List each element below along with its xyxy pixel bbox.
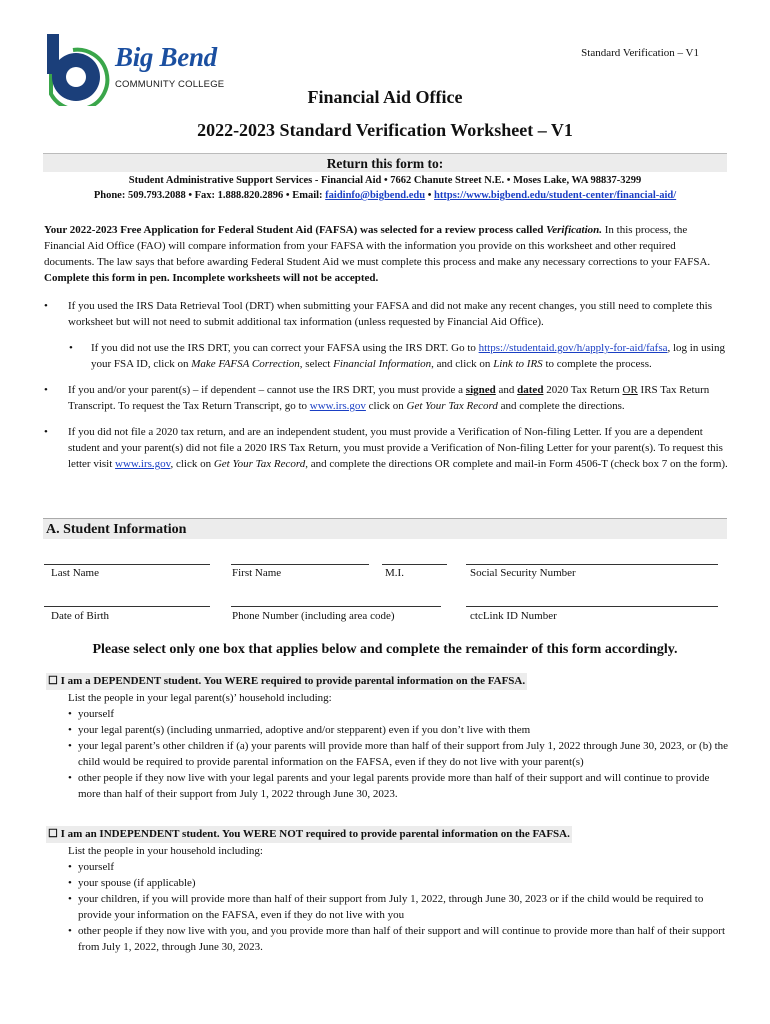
bullet-icon: • (68, 740, 72, 752)
list-item (46, 706, 730, 722)
item-text: , click on (170, 458, 214, 470)
item-text: IRS Tax Return Transcript. To request the Tax Return Transcript, go to (68, 384, 710, 412)
website-link[interactable]: https://www.bigbend.edu/student-center/financial-aid/ (434, 190, 677, 201)
item-text: click on (365, 400, 407, 412)
item-text: If you did not use the IRS DRT, you can correct your FAFSA using the IRS DRT. Go to (91, 342, 479, 354)
item-text: your legal parent(s) (including unmarried, adoptive and/or stepparent) even if you don’t live with them (78, 724, 531, 736)
last-name-field[interactable] (44, 564, 210, 565)
checkbox-icon[interactable]: ☐ (48, 675, 58, 687)
intro-emphasis: Verification. (546, 224, 603, 236)
ssn-field[interactable] (466, 564, 718, 565)
bullet-icon: • (68, 708, 72, 720)
item-em: Make FAFSA Correction (191, 358, 300, 370)
item-text: your legal parent’s other children if (a) your parents will provide more than half of their support from July 1, 2022 through June 30, 2023, or (b) the child would be required to provide parental information on the FAFSA, even if they do not live with your parent(s) (78, 740, 729, 768)
section-a-title: A. Student Information (43, 518, 727, 539)
logo-subtitle: COMMUNITY COLLEGE (115, 79, 225, 90)
bullet-icon: • (44, 426, 48, 438)
list-item (46, 770, 730, 802)
list-item (46, 722, 730, 738)
irs-link[interactable]: www.irs.gov (115, 458, 171, 470)
item-text: yourself (78, 708, 115, 720)
bullet-icon: • (68, 724, 72, 736)
item-strong: signed (465, 384, 496, 396)
worksheet-title: 2022-2023 Standard Verification Worksheet – V1 (197, 120, 573, 140)
item-text: If you and/or your parent(s) – if dependent – cannot use the IRS DRT, you must provide a (68, 384, 466, 396)
list-item (44, 424, 728, 472)
intro-lead: Your 2022-2023 Free Application for Federal Student Aid (FAFSA) was selected for a review process called (44, 224, 547, 236)
item-or: OR (622, 384, 638, 396)
list-item (46, 923, 730, 955)
first-name-field[interactable] (231, 564, 369, 565)
item-em: Get Your Tax Record (213, 458, 306, 470)
first-name-label: First Name (232, 567, 282, 579)
address-line: Student Administrative Support Services - Financial Aid • 7662 Chanute Street N.E. • Moses Lake, WA 98837-3299 (128, 175, 642, 186)
mi-field[interactable] (382, 564, 447, 565)
version-label: Standard Verification – V1 (581, 47, 699, 59)
phone-field[interactable] (231, 606, 441, 607)
list-item (46, 891, 730, 923)
item-text: other people if they now live with your legal parents and your legal parents provide more than half of their support and will continue to provide more than half of their support from July 1, 2022 through June 30, 2023. (78, 772, 710, 800)
item-text: and complete the directions. (497, 400, 625, 412)
irs-link[interactable]: www.irs.gov (309, 400, 366, 412)
item-text: , and complete the directions OR complete and mail-in Form 4506-T (check box 7 on the form). (305, 458, 728, 470)
phone-label: Phone Number (including area code) (232, 610, 395, 622)
dependent-option (46, 673, 730, 802)
logo-name: Big Bend (115, 42, 217, 72)
checkbox-icon[interactable]: ☐ (48, 828, 58, 840)
item-em: Get Your Tax Record (406, 400, 498, 412)
item-text: If you did not file a 2020 tax return, and are an independent student, you must provide a Verification of Non-filing Letter. If you are a dependent student and your parent(s) did not file a 2020 IRS Tax Return, you must provide a Verification of Non-filing Letter for your parent(s). To request this letter visit (68, 426, 723, 470)
list-item (44, 382, 728, 414)
list-item (46, 859, 730, 875)
independent-heading[interactable] (46, 826, 572, 843)
bullet-icon: • (44, 300, 48, 312)
contact-prefix: Phone: 509.793.2088 • Fax: 1.888.820.2896 • Email: (93, 190, 326, 201)
contact-line (0, 188, 770, 203)
intro-paragraph (44, 222, 728, 286)
item-text: to complete the process. (542, 358, 652, 370)
list-item (44, 298, 728, 330)
item-strong: dated (517, 384, 544, 396)
item-text: and (495, 384, 518, 396)
bullet-icon: • (68, 772, 72, 784)
bullet-icon: • (69, 342, 73, 354)
bullet-icon: • (68, 925, 72, 937)
independent-heading-text: I am an INDEPENDENT student. You WERE NOT required to provide parental information on the FAFSA. (60, 828, 570, 840)
item-text: other people if they now live with you, and you provide more than half of their support and will continue to provide more than half of their support from July 1, 2022, through June 30, 2023. (78, 925, 726, 953)
list-item (44, 340, 728, 372)
bullet-icon: • (68, 893, 72, 905)
item-text: , select (299, 358, 334, 370)
item-em: Link to IRS (493, 358, 543, 370)
return-heading: Return this form to: (43, 153, 727, 172)
ctclink-label: ctcLink ID Number (470, 610, 557, 622)
list-item (46, 875, 730, 891)
ctclink-field[interactable] (466, 606, 718, 607)
item-text: your children, if you will provide more than half of their support from July 1, 2022, through June 30, 2023 or if the child would be required to provide your information on the FAFSA, even if they do not live with you (78, 893, 704, 921)
item-text: 2020 Tax Return (543, 384, 623, 396)
dependent-list-intro: List the people in your legal parent(s)’ household including: (68, 692, 332, 704)
ssn-label: Social Security Number (470, 567, 576, 579)
dependent-heading[interactable] (46, 673, 527, 690)
list-item (46, 738, 730, 770)
item-text: , and click on (431, 358, 494, 370)
item-text: your spouse (if applicable) (78, 877, 196, 889)
dob-field[interactable] (44, 606, 210, 607)
independent-option (46, 826, 730, 955)
bullet-icon: • (68, 861, 72, 873)
dependent-heading-text: I am a DEPENDENT student. You WERE required to provide parental information on the FAFSA. (60, 675, 526, 687)
select-instruction: Please select only one box that applies below and complete the remainder of this form accordingly. (92, 642, 678, 657)
office-title: Financial Aid Office (307, 87, 463, 107)
email-link[interactable]: faidinfo@bigbend.edu (325, 190, 426, 201)
bullet-icon: • (44, 384, 48, 396)
intro-instruction: Complete this form in pen. Incomplete worksheets will not be accepted. (44, 272, 379, 284)
instructions-list (44, 298, 728, 482)
item-text: If you used the IRS Data Retrieval Tool (DRT) when submitting your FAFSA and did not make any recent changes, you still need to complete this worksheet but will not need to submit additional tax information (unless requested by Financial Aid Office). (68, 300, 712, 328)
separator: • (425, 190, 435, 201)
intro-body: In this process, the Financial Aid Office (FAO) will compare information from your FAFSA with the information you provide on this worksheet and other required documents. The law says that before awarding Federal Student Aid we must complete this process and make any necessary corrections to your FAFSA. (44, 224, 711, 268)
mi-label: M.I. (385, 567, 404, 579)
item-text: , log in using your FSA ID, click on (91, 342, 725, 370)
item-text: yourself (78, 861, 115, 873)
bullet-icon: • (68, 877, 72, 889)
independent-list-intro: List the people in your household including: (68, 845, 263, 857)
return-address (0, 173, 770, 203)
last-name-label: Last Name (51, 567, 99, 579)
studentaid-link[interactable]: https://studentaid.gov/h/apply-for-aid/fafsa (478, 342, 668, 354)
item-em: Financial Information (333, 358, 432, 370)
dob-label: Date of Birth (51, 610, 110, 622)
